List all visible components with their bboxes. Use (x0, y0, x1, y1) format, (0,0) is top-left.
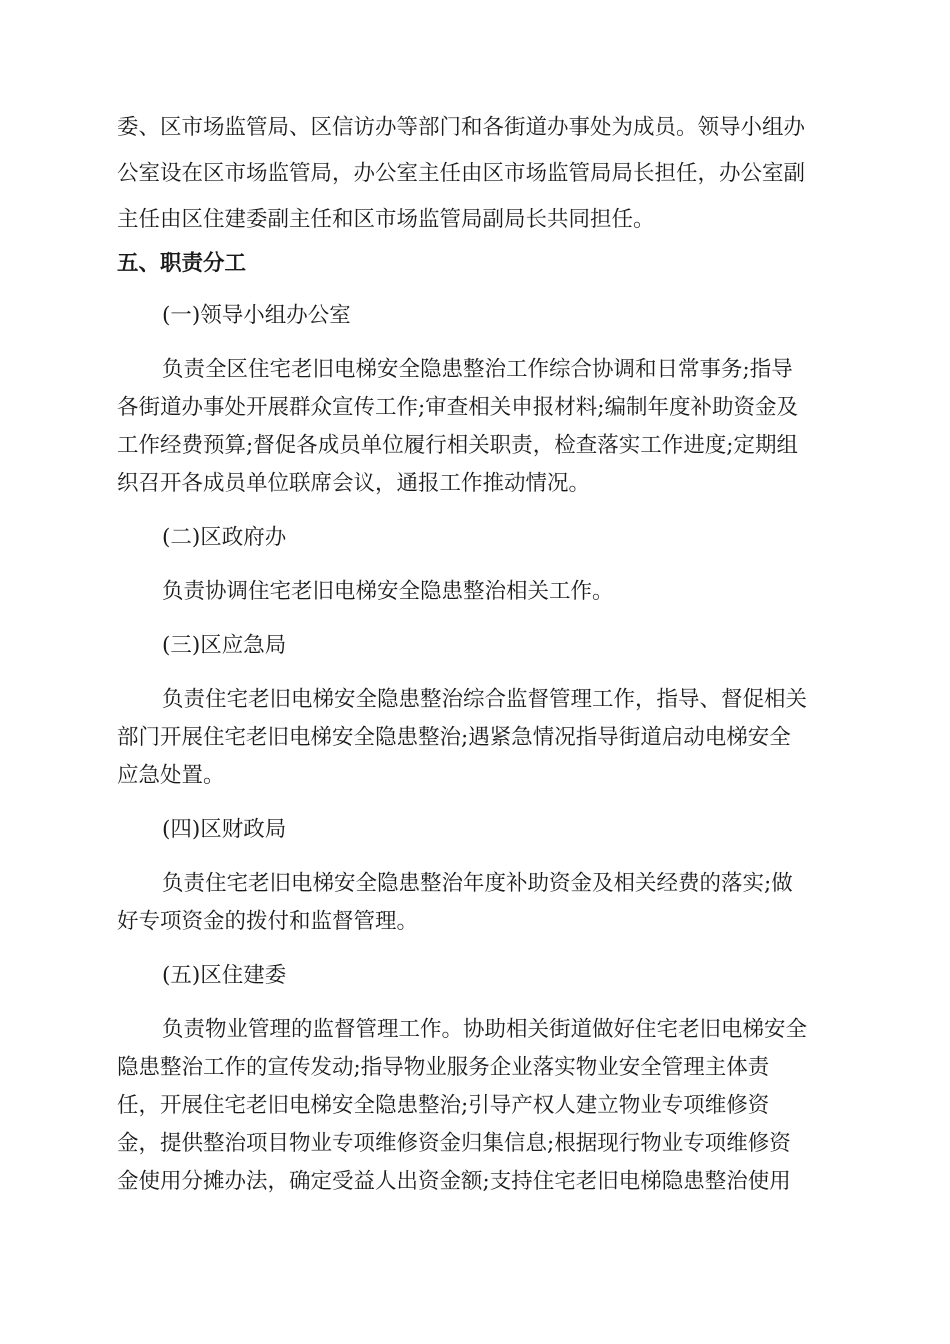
paragraph-line: 负责住宅老旧电梯安全隐患整治年度补助资金及相关经费的落实;做 (162, 871, 793, 896)
paragraph-line: 隐患整治工作的宣传发动;指导物业服务企业落实物业安全管理主体责 (117, 1055, 770, 1080)
subsection-title: (五)区住建委 (162, 963, 287, 988)
paragraph-line: 好专项资金的拨付和监督管理。 (117, 909, 419, 934)
paragraph-line: 任，开展住宅老旧电梯安全隐患整治;引导产权人建立物业专项维修资 (117, 1093, 770, 1118)
intro-line: 公室设在区市场监管局，办公室主任由区市场监管局局长担任，办公室副 (117, 161, 806, 186)
paragraph-line: 织召开各成员单位联席会议，通报工作推动情况。 (117, 471, 591, 496)
paragraph-line: 金，提供整治项目物业专项维修资金归集信息;根据现行物业专项维修资 (117, 1131, 791, 1156)
subsection-title: (一)领导小组办公室 (162, 303, 351, 328)
paragraph-line: 负责物业管理的监督管理工作。协助相关街道做好住宅老旧电梯安全 (162, 1017, 808, 1042)
paragraph-line: 各街道办事处开展群众宣传工作;审查相关申报材料;编制年度补助资金及 (117, 395, 798, 420)
section-heading: 五、职责分工 (117, 251, 247, 276)
paragraph-line: 应急处置。 (117, 763, 225, 788)
subsection-title: (三)区应急局 (162, 633, 287, 658)
intro-line: 委、区市场监管局、区信访办等部门和各街道办事处为成员。领导小组办 (117, 115, 806, 140)
paragraph-line: 部门开展住宅老旧电梯安全隐患整治;遇紧急情况指导街道启动电梯安全 (117, 725, 791, 750)
paragraph-line: 金使用分摊办法，确定受益人出资金额;支持住宅老旧电梯隐患整治使用 (117, 1169, 791, 1194)
paragraph-line: 负责全区住宅老旧电梯安全隐患整治工作综合协调和日常事务;指导 (162, 357, 793, 382)
intro-line: 主任由区住建委副主任和区市场监管局副局长共同担任。 (117, 207, 655, 232)
subsection-title: (二)区政府办 (162, 525, 287, 550)
paragraph-line: 负责协调住宅老旧电梯安全隐患整治相关工作。 (162, 579, 614, 604)
paragraph-line: 负责住宅老旧电梯安全隐患整治综合监督管理工作，指导、督促相关 (162, 687, 808, 712)
paragraph-line: 工作经费预算;督促各成员单位履行相关职责，检查落实工作进度;定期组 (117, 433, 798, 458)
subsection-title: (四)区财政局 (162, 817, 287, 842)
